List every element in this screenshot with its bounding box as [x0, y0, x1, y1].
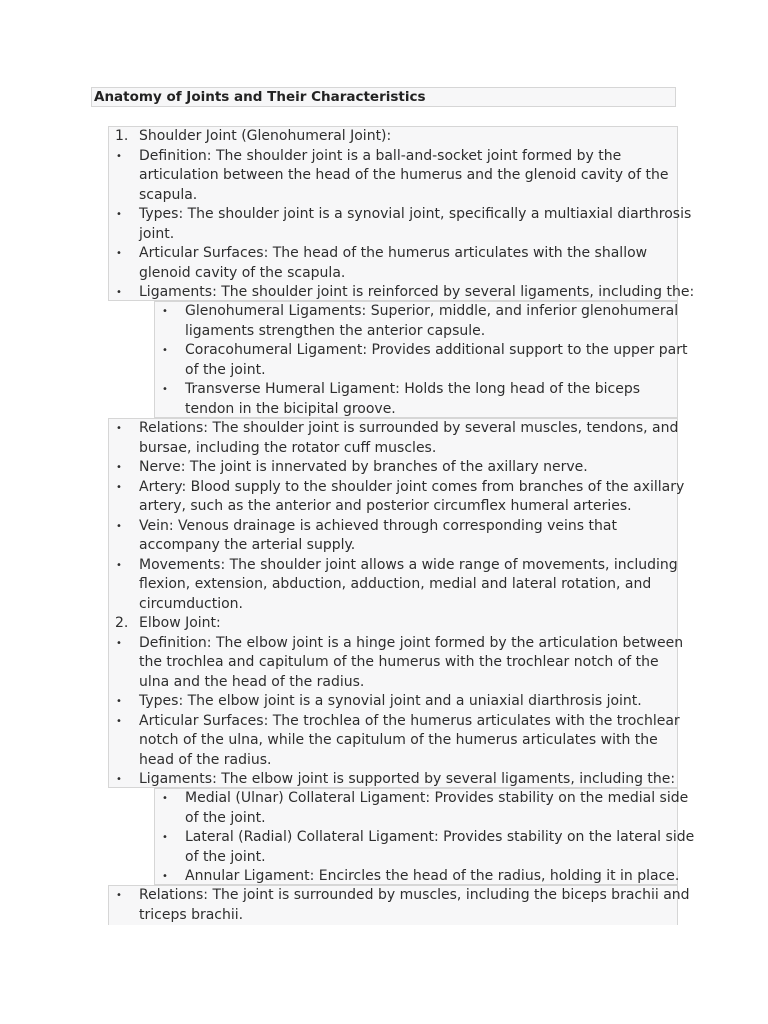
bullet-icon: • — [116, 209, 122, 220]
bullet-icon: • — [116, 287, 122, 298]
bullet-icon: • — [116, 248, 122, 259]
list-item: Coracohumeral Ligament: Provides additional support to the upper part — [185, 342, 688, 358]
list-item: Ligaments: The elbow joint is supported by several ligaments, including the: — [139, 771, 676, 787]
bullet-icon: • — [116, 462, 122, 473]
list-item: Transverse Humeral Ligament: Holds the long head of the biceps — [185, 381, 641, 397]
list-item: triceps brachii. — [139, 906, 244, 923]
document-title: Anatomy of Joints and Their Characteristics — [91, 87, 676, 107]
list-item: Relations: The joint is surrounded by muscles, including the biceps brachii and — [139, 887, 690, 903]
bullet-icon: • — [116, 559, 122, 571]
bullet-icon: • — [116, 150, 122, 162]
list-item: Definition: The elbow joint is a hinge joint formed by the articulation between — [139, 634, 684, 651]
list-item: Glenohumeral Ligaments: Superior, middle, and inferior glenohumeral — [185, 303, 679, 319]
bullet-icon: • — [162, 345, 168, 356]
bullet-icon: • — [162, 384, 168, 395]
shoulder-elbow-section — [108, 418, 685, 788]
list-item: ligaments strengthen the anterior capsule. — [185, 322, 486, 339]
bullet-icon: • — [162, 306, 168, 317]
list-item: ulna and the head of the radius. — [139, 673, 365, 690]
bullet-icon: • — [116, 423, 122, 434]
list-item: flexion, extension, abduction, adduction, medial and lateral rotation, and — [139, 576, 652, 592]
list-item: Articular Surfaces: The trochlea of the humerus articulates with the trochlear — [139, 712, 680, 729]
list-item: Medial (Ulnar) Collateral Ligament: Provides stability on the medial side — [185, 790, 689, 806]
list-item: accompany the arterial supply. — [139, 537, 356, 553]
list-item: head of the radius. — [139, 751, 272, 768]
list-item: scapula. — [139, 186, 198, 203]
elbow-relations-section — [108, 885, 690, 925]
list-item: of the joint. — [185, 361, 266, 378]
list-item: Relations: The shoulder joint is surrounded by several muscles, tendons, and — [139, 420, 679, 436]
shoulder-ligaments-section — [154, 301, 688, 418]
bullet-icon: • — [116, 696, 122, 707]
list-item: glenoid cavity of the scapula. — [139, 264, 346, 281]
list-item: Types: The shoulder joint is a synovial joint, specifically a multiaxial diarthrosis — [139, 206, 692, 222]
bullet-icon: • — [116, 715, 122, 727]
list-item: artery, such as the anterior and posterior circumflex humeral arteries. — [139, 498, 632, 514]
bullet-icon: • — [116, 637, 122, 649]
list-number: 1. — [115, 128, 129, 144]
list-item: Nerve: The joint is innervated by branches of the axillary nerve. — [139, 459, 588, 475]
list-item: joint. — [139, 225, 175, 242]
bullet-icon: • — [116, 774, 122, 785]
shoulder-main-section — [108, 126, 695, 301]
elbow-ligaments-section — [154, 788, 695, 885]
bullet-icon: • — [116, 481, 122, 493]
section-heading-shoulder: Shoulder Joint (Glenohumeral Joint): — [139, 128, 392, 144]
list-item: Types: The elbow joint is a synovial joint and a uniaxial diarthrosis joint. — [139, 693, 642, 709]
list-item: Annular Ligament: Encircles the head of the radius, holding it in place. — [185, 868, 680, 884]
list-item: Ligaments: The shoulder joint is reinforced by several ligaments, including the: — [139, 284, 695, 300]
bullet-icon: • — [116, 890, 122, 901]
list-item: bursae, including the rotator cuff muscles. — [139, 439, 437, 456]
bullet-icon: • — [162, 832, 168, 843]
list-item: Articular Surfaces: The head of the humerus articulates with the shallow — [139, 245, 648, 261]
bullet-icon: • — [162, 871, 168, 882]
list-item: of the joint. — [185, 848, 266, 865]
list-item: tendon in the bicipital groove. — [185, 400, 396, 417]
bullet-icon: • — [162, 793, 168, 804]
list-item: of the joint. — [185, 809, 266, 826]
list-item: Vein: Venous drainage is achieved through corresponding veins that — [139, 517, 617, 534]
bullet-icon: • — [116, 520, 122, 532]
section-heading-elbow: Elbow Joint: — [139, 615, 221, 631]
list-item: Artery: Blood supply to the shoulder joint comes from branches of the axillary — [139, 478, 685, 495]
list-item: Definition: The shoulder joint is a ball-and-socket joint formed by the — [139, 147, 622, 164]
list-item: Lateral (Radial) Collateral Ligament: Provides stability on the lateral side — [185, 829, 695, 845]
list-item: notch of the ulna, while the capitulum of the humerus articulates with the — [139, 732, 658, 748]
list-item: the trochlea and capitulum of the humerus with the trochlear notch of the — [139, 654, 659, 670]
list-item: circumduction. — [139, 595, 243, 612]
list-number: 2. — [115, 615, 129, 631]
list-item: Movements: The shoulder joint allows a wide range of movements, including — [139, 556, 678, 573]
list-item: articulation between the head of the humerus and the glenoid cavity of the — [139, 167, 669, 183]
